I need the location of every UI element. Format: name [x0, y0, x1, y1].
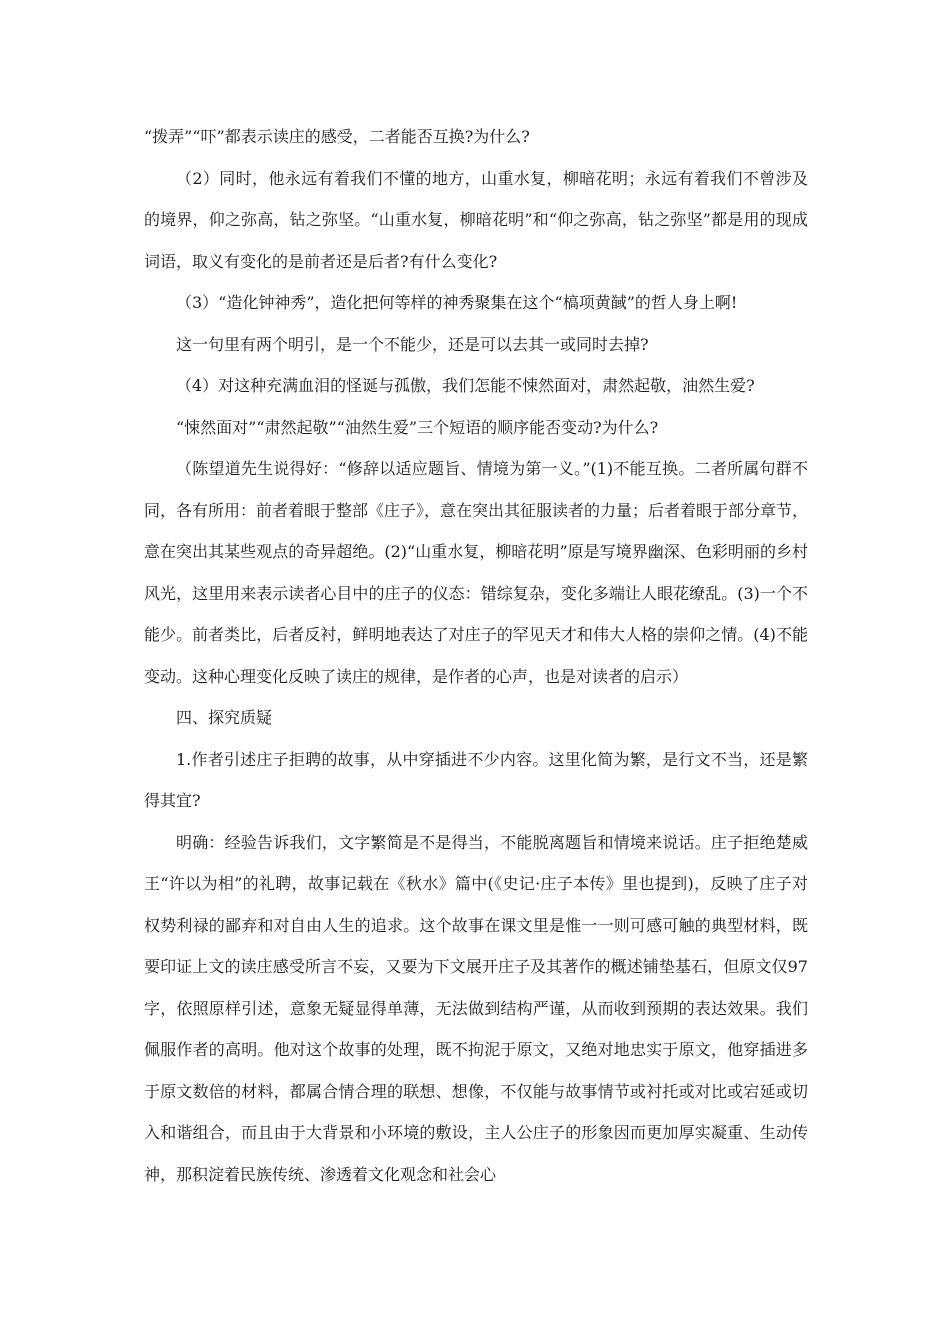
section-heading: 四、探究质疑	[176, 708, 273, 727]
document-body	[144, 116, 808, 1195]
paragraph-explanation: 明确：经验告诉我们，文字繁简是不是得当，不能脱离题旨和情境来说话。庄子拒绝楚威王“许以为相”的礼聘，故事记载在《秋水》篇中(《史记·庄子本传》里也提到)，反映了庄子对权势利禄的鄙弃和对自由人生的追求。这个故事在课文里是惟一一则可感可触的典型材料，既要印证上文的读庄感受所言不妄，又要为下文展开庄子及其著作的概述铺垫基石，但原文仅97字，依照原样引述，意象无疑显得单薄，无法做到结构严谨，从而收到预期的表达效果。我们佩服作者的高明。他对这个故事的处理，既不拘泥于原文，又绝对地忠实于原文，他穿插进多于原文数倍的材料，都属合情合理的联想、想像，不仅能与故事情节或衬托或对比或宕延或切入和谐组合，而且由于大背景和小环境的敷设，主人公庄子的形象因而更加厚实凝重、生动传神，那积淀着民族传统、渗透着文化观念和社会心	[144, 832, 808, 1184]
paragraph-inquiry-question: 1.作者引述庄子拒聘的故事，从中穿插进不少内容。这里化简为繁，是行文不当，还是繁得其宜?	[144, 749, 808, 810]
paragraph-question-4-prompt: “悚然面对”“肃然起敬”“油然生爱”三个短语的顺序能否变动?为什么?	[176, 417, 659, 437]
paragraph-question-3: （3）“造化钟神秀”，造化把何等样的神秀聚集在这个“槁项黄馘”的哲人身上啊!	[176, 293, 738, 312]
paragraph-answers: （陈望道先生说得好：“修辞以适应题旨、情境为第一义。”(1)不能互换。二者所属句群不同，各有所用：前者着眼于整部《庄子》，意在突出其征服读者的力量；后者着眼于部分章节，意在突出其某些观点的奇异超绝。(2)“山重水复，柳暗花明”原是写境界幽深、色彩明丽的乡村风光，这里用来表示读者心目中的庄子的仪态：错综复杂，变化多端让人眼花缭乱。(3)一个不能少。前者类比，后者反衬，鲜明地表达了对庄子的罕见天才和伟大人格的崇仰之情。(4)不能变动。这种心理变化反映了读庄的规律，是作者的心声，也是对读者的启示）	[144, 459, 809, 686]
paragraph-question-1: “拨弄”“吓”都表示读庄的感受，二者能否互换?为什么?	[144, 127, 530, 146]
paragraph-question-4: （4）对这种充满血泪的怪诞与孤傲，我们怎能不悚然面对，肃然起敬，油然生爱?	[176, 376, 755, 395]
paragraph-question-3-prompt: 这一句里有两个明引，是一个不能少，还是可以去其一或同时去掉?	[176, 334, 649, 354]
paragraph-question-2: （2）同时，他永远有着我们不懂的地方，山重水复，柳暗花明；永远有着我们不曾涉及的境界，仰之弥高，钻之弥坚。“山重水复，柳暗花明”和“仰之弥高，钻之弥坚”都是用的现成词语，取义有变化的是前者还是后者?有什么变化?	[144, 168, 808, 271]
